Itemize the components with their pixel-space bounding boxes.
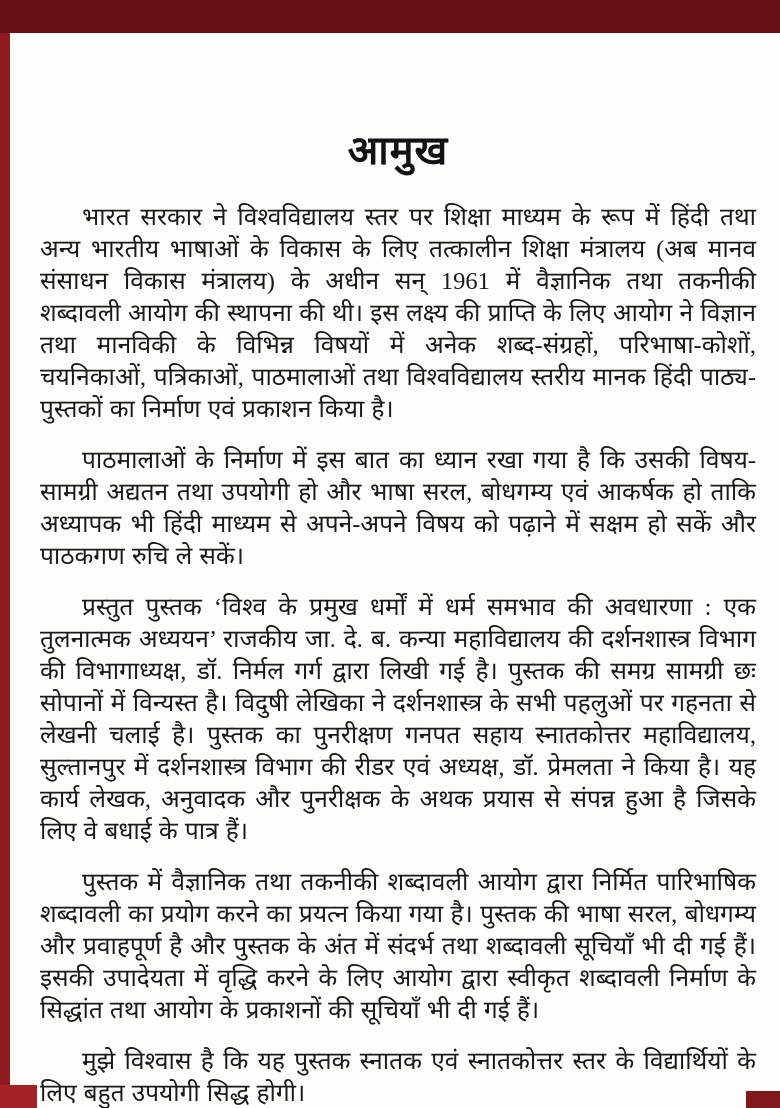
scan-border-left <box>0 33 10 1108</box>
scan-border-top <box>0 0 780 33</box>
paragraph: पाठमालाओं के निर्माण में इस बात का ध्यान रखा गया है कि उसकी विषय-सामग्री अद्यतन तथा उपयोगी हो और भाषा सरल, बोधगम्य एवं आकर्षक हो ताकि अध्यापक भी हिंदी माध्यम से अपने-अपने विषय को पढ़ाने में सक्षम हो सकें और पाठकगण रुचि ले सकें। <box>40 447 756 570</box>
page-content <box>40 33 756 1108</box>
scan-mark-bottom-left <box>0 1085 37 1108</box>
paragraph: मुझे विश्वास है कि यह पुस्तक स्नातक एवं स्नातकोत्तर स्तर के विद्यार्थियों के लिए बहुत उपयोगी सिद्ध होगी। <box>40 1048 756 1107</box>
page-title: आमुख <box>347 128 449 173</box>
paragraph: भारत सरकार ने विश्वविद्यालय स्तर पर शिक्षा माध्यम के रूप में हिंदी तथा अन्य भारतीय भाषाओं के विकास के लिए तत्कालीन शिक्षा मंत्रालय (अब मानव संसाधन विकास मंत्रालय) के अधीन सन् 1961 में वैज्ञानिक तथा तकनीकी शब्दावली आयोग की स्थापना की थी। इस लक्ष्य की प्राप्ति के लिए आयोग ने विज्ञान तथा मानविकी के विभिन्न विषयों में अनेक शब्द-संग्रहों, परिभाषा-कोशों, चयनिकाओं, पत्रिकाओं, पाठमालाओं तथा विश्वविद्यालय स्तरीय मानक हिंदी पाठ्य-पुस्तकों का निर्माण एवं प्रकाशन किया है। <box>40 204 756 423</box>
paragraph: पुस्तक में वैज्ञानिक तथा तकनीकी शब्दावली आयोग द्वारा निर्मित पारिभाषिक शब्दावली का प्रयोग करने का प्रयत्न किया गया है। पुस्तक की भाषा सरल, बोधगम्य और प्रवाहपूर्ण है और पुस्तक के अंत में संदर्भ तथा शब्दावली सूचियाँ भी दी गई हैं। इसकी उपादेयता में वृद्धि करने के लिए आयोग द्वारा स्वीकृत शब्दावली निर्माण के सिद्धांत तथा आयोग के प्रकाशनों की सूचियाँ भी दी गई हैं। <box>40 869 756 1024</box>
paragraph: प्रस्तुत पुस्तक ‘विश्व के प्रमुख धर्मों में धर्म समभाव की अवधारणा : एक तुलनात्मक अध्ययन’ राजकीय जा. दे. ब. कन्या महाविद्यालय की दर्शनशास्त्र विभाग की विभागाध्यक्ष, डॉ. निर्मल गर्ग द्वारा लिखी गई है। पुस्तक की समग्र सामग्री छः सोपानों में विन्यस्त है। विदुषी लेखिका ने दर्शनशास्त्र के सभी पहलुओं पर गहनता से लेखनी चलाई है। पुस्तक का पुनरीक्षण गनपत सहाय स्नातकोत्तर महाविद्यालय, सुल्तानपुर में दर्शनशास्त्र विभाग की रीडर एवं अध्यक्ष, डॉ. प्रेमलता ने किया है। यह कार्य लेखक, अनुवादक और पुनरीक्षक के अथक प्रयास से संपन्न हुआ है जिसके लिए वे बधाई के पात्र हैं। <box>40 594 756 845</box>
